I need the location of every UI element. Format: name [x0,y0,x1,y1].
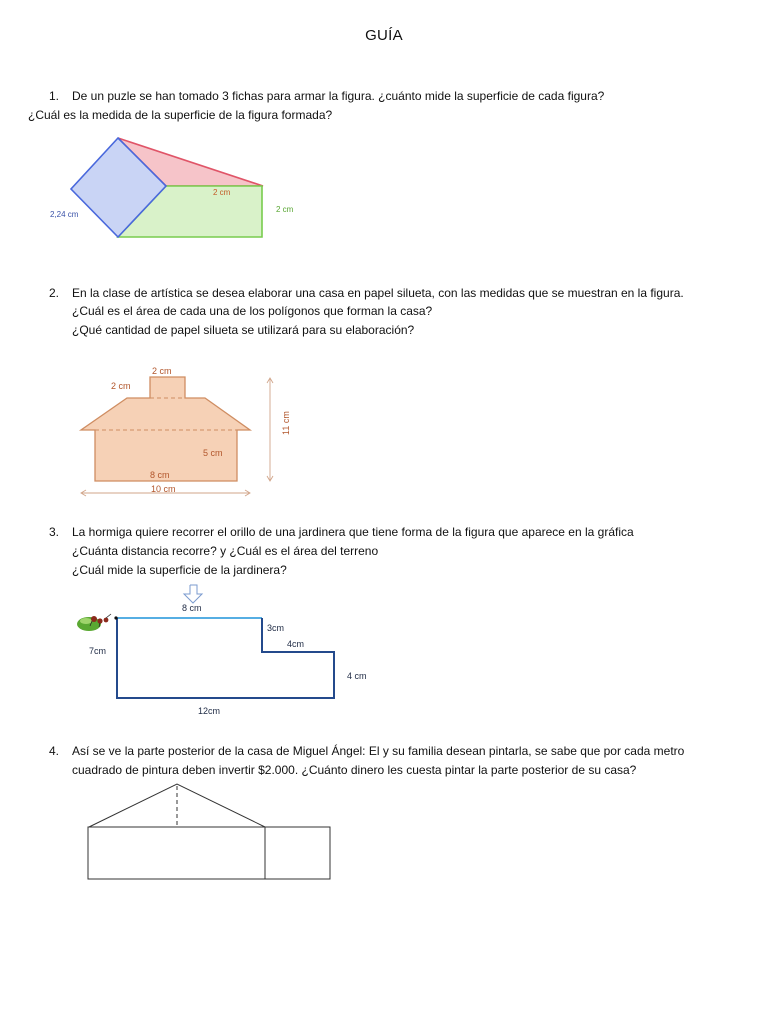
label-height: 11 cm [281,411,291,435]
label-chimney-top: 2 cm [152,366,172,376]
label-bottom: 12cm [198,706,221,716]
question-3-number: 3. [49,525,60,539]
question-4-subtext: cuadrado de pintura deben invertir $2.000. ¿Cuánto dinero les cuesta pintar la parte posterior de su casa? [72,763,637,777]
page-title: GUÍA [365,27,403,44]
question-2-text: En la clase de artística se desea elaborar una casa en papel silueta, con las medidas que se muestran en la figura. [72,286,684,300]
label-step-1: 3cm [267,623,285,633]
label-side: 2 cm [276,205,294,214]
main-wall [88,827,265,879]
question-3-subtext-2: ¿Cuál mide la superficie de la jardinera? [72,563,287,577]
roof-outline [89,784,265,827]
question-2-subtext-2: ¿Qué cantidad de papel silueta se utilizará para su elaboración? [72,323,415,337]
label-step-2: 4cm [287,639,305,649]
question-2-number: 2. [49,286,60,300]
question-3-subtext-1: ¿Cuánta distancia recorre? y ¿Cuál es el área del terreno [72,544,379,558]
label-right: 4 cm [347,671,367,681]
question-3-text: La hormiga quiere recorrer el orillo de una jardinera que tiene forma de la figura que aparece en la gráfica [72,525,634,539]
label-left: 7cm [89,646,107,656]
question-1-number: 1. [49,89,60,103]
question-1-subtext: ¿Cuál es la medida de la superficie de la figura formada? [28,108,333,122]
label-top: 2 cm [213,188,231,197]
label-top: 8 cm [182,603,202,613]
question-4-number: 4. [49,744,60,758]
label-base: 8 cm [150,470,170,480]
label-wall: 5 cm [203,448,223,458]
question-4-text: Así se ve la parte posterior de la casa de Miguel Ángel: El y su familia desean pintarla, se sabe que por cada metro [72,744,685,758]
question-2-subtext-1: ¿Cuál es el área de cada una de los polígonos que forman la casa? [72,304,433,318]
label-diagonal: 2,24 cm [50,210,79,219]
label-roof-base: 10 cm [151,484,176,494]
side-wall [265,827,330,879]
question-1-text: De un puzle se han tomado 3 fichas para armar la figura. ¿cuánto mide la superficie de cada figura? [72,89,605,103]
label-chimney-side: 2 cm [111,381,131,391]
